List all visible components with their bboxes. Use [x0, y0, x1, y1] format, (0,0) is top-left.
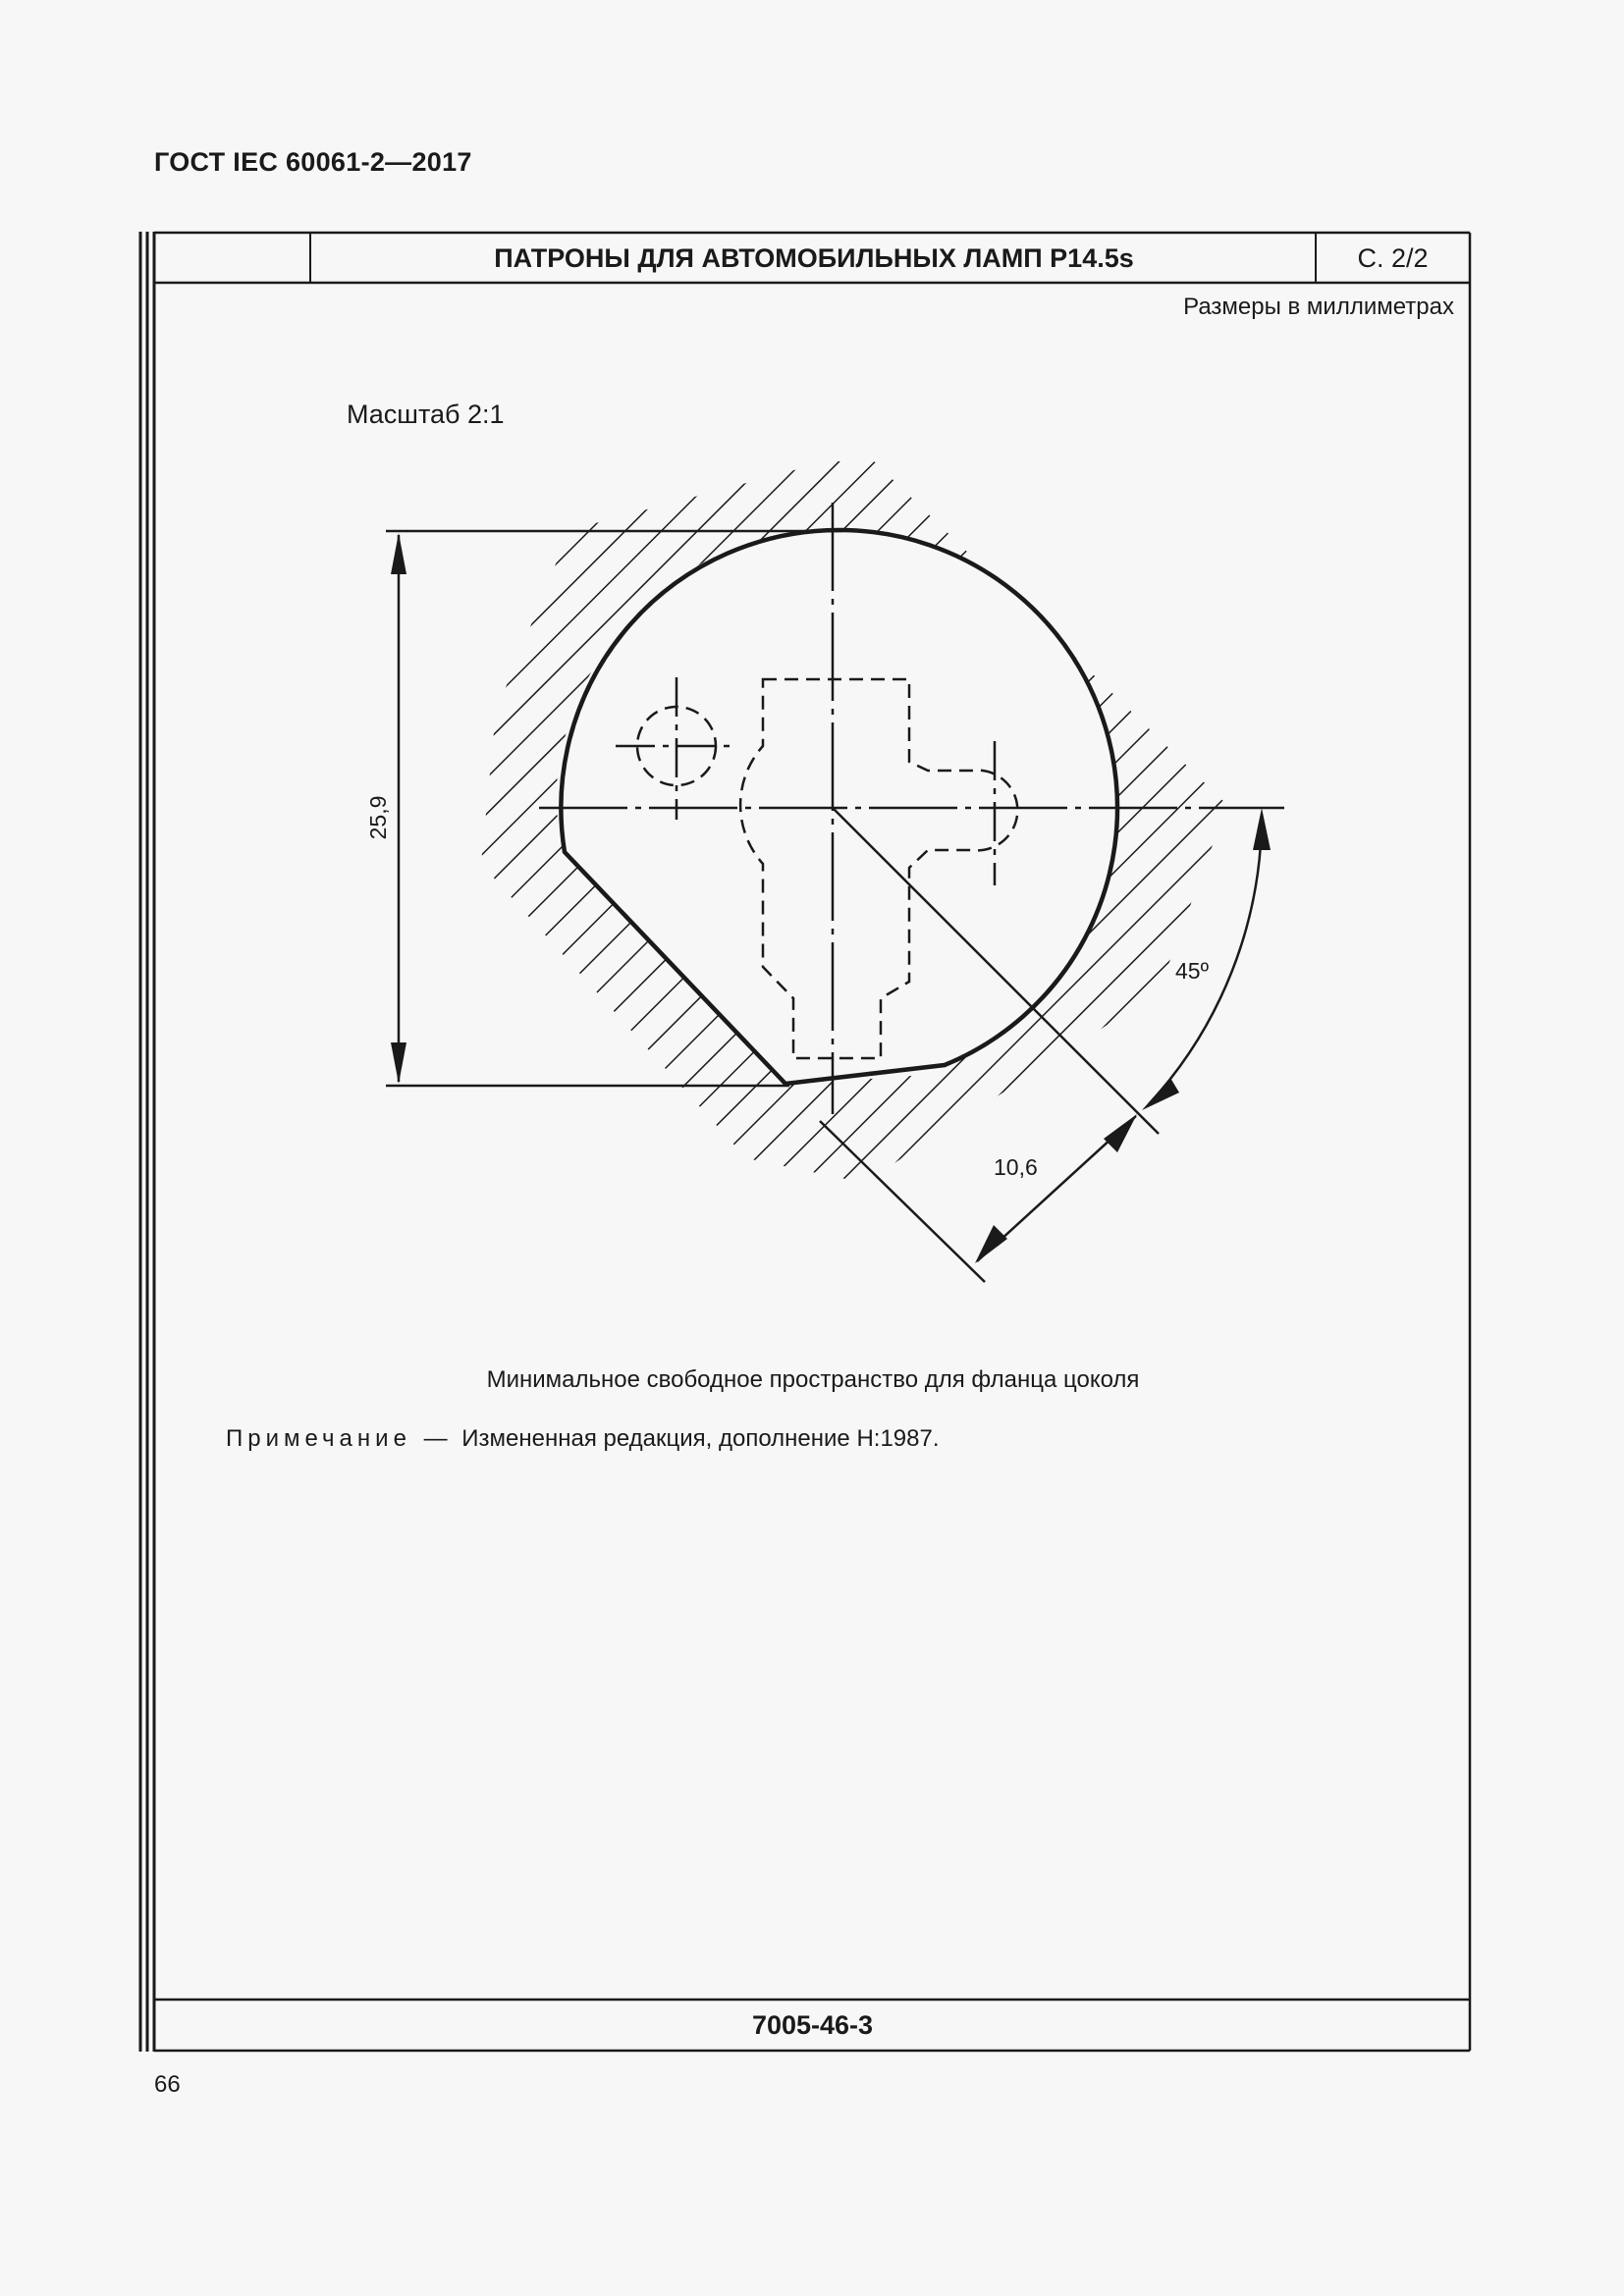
sheet-code: 7005-46-3 [751, 2010, 874, 2040]
drawing-caption: Минимальное свободное пространство для фланца цоколя [486, 1366, 1140, 1393]
distance-arrow-left [975, 1225, 1007, 1263]
note [226, 1425, 940, 1453]
sheet-title: ПАТРОНЫ ДЛЯ АВТОМОБИЛЬНЫХ ЛАМП P14.5s [494, 242, 1134, 273]
note-lead: Примечание [226, 1425, 411, 1452]
note-text: Измененная редакция, дополнение H:1987. [461, 1425, 940, 1452]
angle-arrow-bottom [1142, 1078, 1179, 1110]
page-number: 66 [154, 2071, 181, 2098]
height-arrow-bottom [391, 1042, 406, 1084]
drawing-scale: Масштаб 2:1 [347, 400, 505, 429]
units-note: Размеры в миллиметрах [1183, 294, 1454, 320]
angle-dimension-label: 45º [1175, 958, 1209, 984]
height-dimension-label: 25,9 [365, 795, 391, 840]
height-arrow-top [391, 533, 406, 574]
note-dash: — [423, 1425, 448, 1452]
distance-arrow-right [1104, 1114, 1137, 1152]
angle-arrow-top [1253, 808, 1271, 850]
document-standard-header: ГОСТ IEC 60061-2—2017 [154, 147, 472, 177]
distance-dimension-label: 10,6 [994, 1154, 1038, 1180]
sheet-page-reference: С. 2/2 [1357, 242, 1429, 273]
